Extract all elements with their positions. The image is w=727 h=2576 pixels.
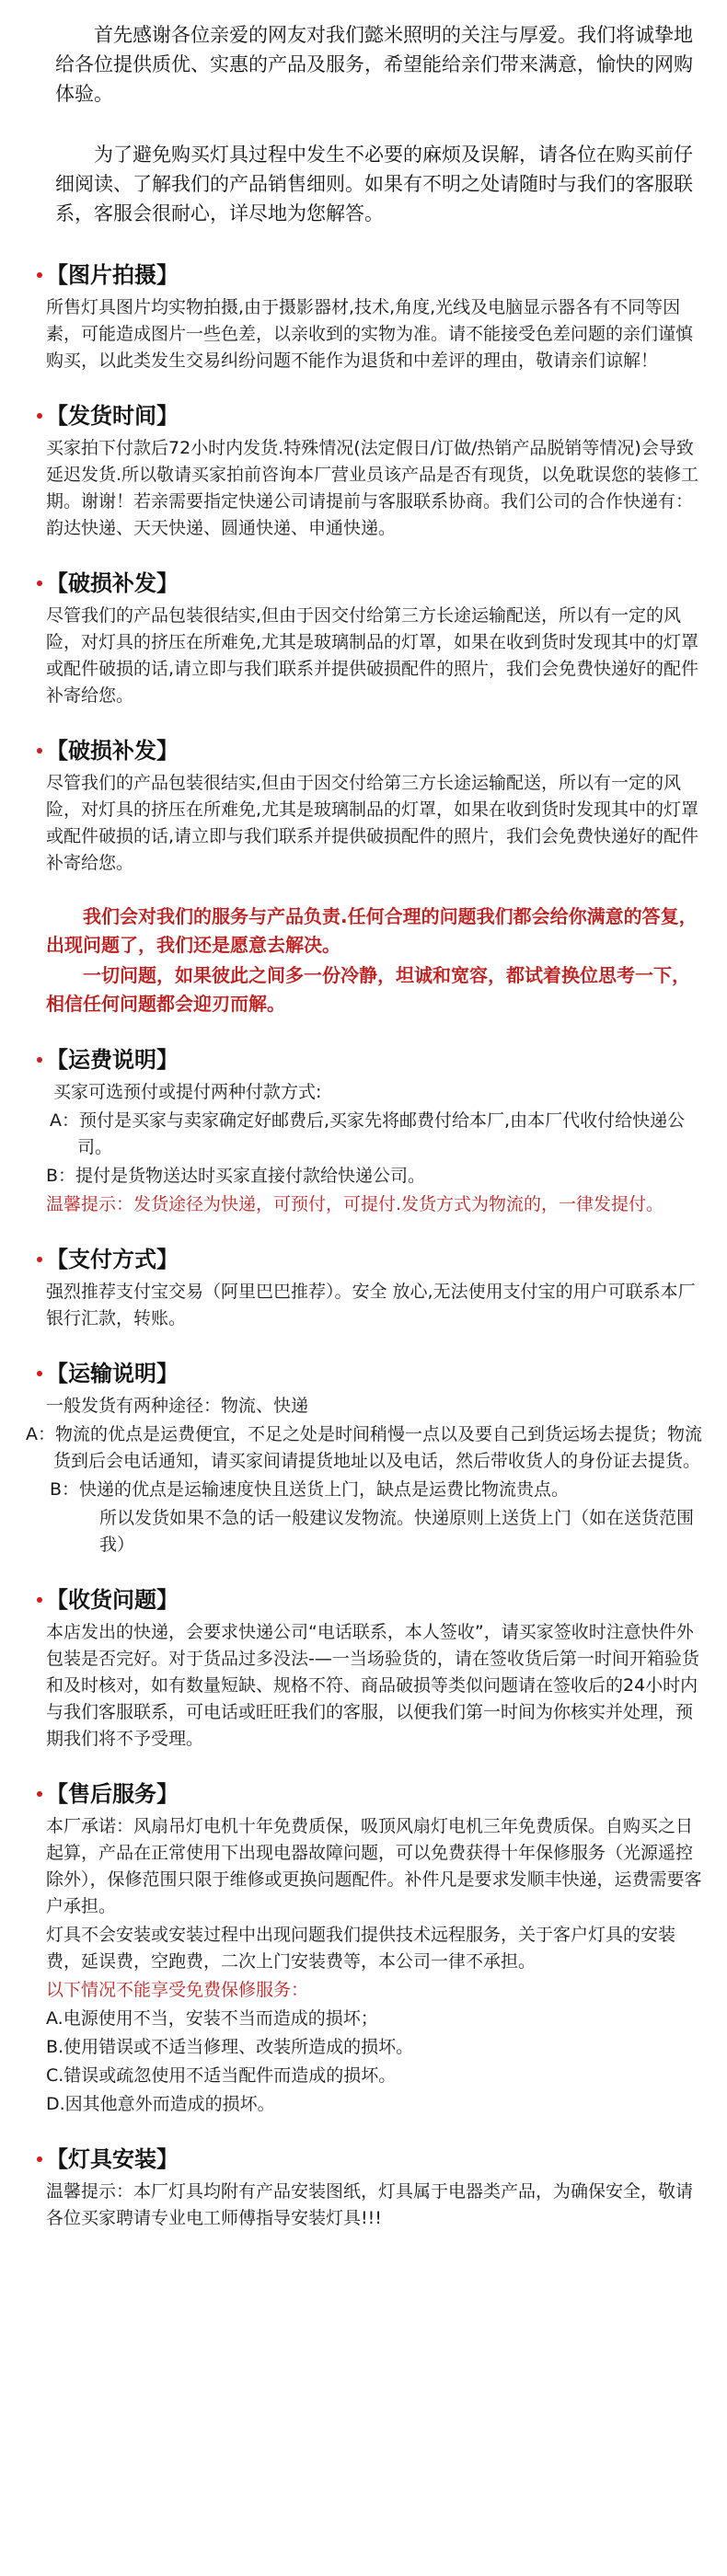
- section-title: 【破损补发】: [46, 735, 703, 766]
- section-text: 尽管我们的产品包装很结实,但由于因交付给第三方长途运输配送，所以有一定的风险，对灯具的挤压在所难免,尤其是玻璃制品的灯罩，如果在收到货时发现其中的灯罩或配件破损的话,请立即与我们联系并提供破损配件的照片，我们会免费快递好的配件补寄给您。: [46, 773, 699, 873]
- section-title: 【破损补发】: [46, 568, 703, 599]
- section-title: 【运输说明】: [46, 1358, 703, 1389]
- section-photo: [46, 259, 703, 374]
- aftersale-text-2: 灯具不会安装或安装过程中出现问题我们提供技术远程服务，关于客户灯具的安装费，延误费，空跑费，二次上门安装费等，本公司一律不承担。: [46, 1925, 676, 1972]
- aftersale-item: D.因其他意外而造成的损坏。: [46, 2094, 275, 2114]
- section-text: 买家拍下付款后72小时内发货.特殊情况(法定假日/订做/热销产品脱销等情况)会导致延迟发货.所以敬请买家拍前咨询本厂营业员该产品是否有现货，以免耽误您的装修工期。谢谢！若亲需要指定快递公司请提前与客服联系协商。我们公司的合作快递有：韵达快递、天天快递、圆通快递、申通快递。: [46, 438, 699, 538]
- aftersale-item: A.电源使用不当，安装不当而造成的损坏；: [46, 2008, 378, 2029]
- section-aftersale: [46, 1778, 703, 2118]
- section-text: 本店发出的快递，会要求快递公司“电话联系，本人签收”，请买家签收时注意快件外包装是否完好。对于货品过多没法-—一当场验货的，请在签收货后第一时间开箱验货和及时核对，如有数量短缺、规格不符、商品破损等类似问题请在签收后的24小时内与我们客服联系，可电话或旺旺我们的客服，以便我们第一时间为你核实并处理，预期我们将不予受理。: [46, 1622, 699, 1749]
- section-text: 尽管我们的产品包装很结实,但由于因交付给第三方长途运输配送，所以有一定的风险，对灯具的挤压在所难免,尤其是玻璃制品的灯罩，如果在收到货时发现其中的灯罩或配件破损的话,请立即与我们联系并提供破损配件的照片，我们会免费快递好的配件补寄给您。: [46, 605, 699, 706]
- freight-option-a: A：预付是买家与卖家确定好邮费后,买家先将邮费付给本厂,由本厂代收付给快递公司。: [50, 1110, 686, 1157]
- bullet-dot-icon: [37, 413, 42, 419]
- section-payment: [46, 1244, 703, 1332]
- aftersale-tip: 以下情况不能享受免费保修服务：: [46, 1980, 309, 2000]
- section-freight: [46, 1044, 703, 1218]
- aftersale-text-1: 本厂承诺：风扇吊灯电机十年免费质保，吸顶风扇灯电机三年免费质保。自购买之日起算，产品在正常使用下出现电器故障问题，可以免费获得十年保修服务（光源遥控除外），保修范围只限于维修或更换问题配件。补件凡是要求发顺丰快递，运费需要客户承担。: [46, 1816, 702, 1916]
- freight-intro: 买家可选预付或提付两种付款方式:: [53, 1082, 322, 1102]
- bullet-dot-icon: [37, 2156, 42, 2162]
- section-title: 【灯具安装】: [46, 2144, 703, 2175]
- section-title: 【运费说明】: [46, 1044, 703, 1075]
- bullet-dot-icon: [37, 1057, 42, 1063]
- bullet-dot-icon: [37, 748, 42, 753]
- bullet-dot-icon: [37, 581, 42, 586]
- aftersale-item: C.错误或疏忽使用不适当配件而造成的损坏。: [46, 2065, 397, 2086]
- section-title: 【支付方式】: [46, 1244, 703, 1275]
- intro-paragraph-1: 首先感谢各位亲爱的网友对我们懿米照明的关注与厚爱。我们将诚挚地给各位提供质优、实惠的产品及服务，希望能给亲们带来满意，愉快的网购体验。: [55, 24, 693, 105]
- section-promise: [46, 903, 703, 1018]
- bullet-dot-icon: [37, 1791, 42, 1797]
- section-title: 【售后服务】: [46, 1778, 703, 1810]
- transport-note: 所以发货如果不急的话一般建议发物流。快递原则上送货上门（如在送货范围我）: [99, 1508, 695, 1555]
- freight-option-b: B：提付是货物送达时买家直接付款给快递公司。: [46, 1166, 426, 1186]
- aftersale-item: B.使用错误或不适当修理、改装所造成的损坏。: [46, 2037, 414, 2057]
- section-title: 【发货时间】: [46, 400, 703, 431]
- promise-text-2: 一切问题，如果彼此之间多一份冷静，坦诚和宽容，都试着换位思考一下，相信任何问题都会迎刃而解。: [46, 964, 690, 1015]
- section-text: 温馨提示：本厂灯具均附有产品安装图纸，灯具属于电器类产品，为确保安全，敬请各位买家聘请专业电工师傅指导安装灯具!!!: [46, 2181, 694, 2228]
- bullet-dot-icon: [37, 272, 42, 278]
- section-shipping-time: [46, 400, 703, 542]
- section-title: 【图片拍摄】: [46, 259, 703, 291]
- section-damage-2: [46, 735, 703, 877]
- intro-paragraph-2: 为了避免购买灯具过程中发生不必要的麻烦及误解，请各位在购买前仔细阅读、了解我们的产品销售细则。如果有不明之处请随时与我们的客服联系，客服会很耐心，详尽地为您解答。: [55, 144, 693, 224]
- bullet-dot-icon: [37, 1597, 42, 1603]
- promise-text-1: 我们会对我们的服务与产品负责.任何合理的问题我们都会给你满意的答复，出现问题了，我们还是愿意去解决。: [46, 905, 698, 956]
- section-damage-1: [46, 568, 703, 709]
- bullet-dot-icon: [37, 1257, 42, 1262]
- section-transport: [26, 1358, 703, 1558]
- section-title: 【收货问题】: [46, 1584, 703, 1616]
- section-text: 所售灯具图片均实物拍摄,由于摄影器材,技术,角度,光线及电脑显示器各有不同等因素，可能造成图片一些色差，以亲收到的实物为准。请不能接受色差问题的亲们谨慎购买，以此类发生交易纠纷问题不能作为退货和中差评的理由，敬请亲们谅解！: [46, 297, 694, 371]
- transport-option-b: B：快递的优点是运输速度快且送货上门，缺点是运费比物流贵点。: [50, 1479, 570, 1500]
- section-install: [46, 2144, 703, 2232]
- freight-tip: 温馨提示：发货途径为快递，可预付，可提付.发货方式为物流的，一律发提付。: [46, 1194, 664, 1214]
- transport-intro: 一般发货有两种途径：物流、快递: [46, 1396, 309, 1416]
- section-text: 强烈推荐支付宝交易（阿里巴巴推荐）。安全 放心,无法使用支付宝的用户可联系本厂银行汇款，转账。: [46, 1282, 696, 1328]
- section-receiving: [46, 1584, 703, 1753]
- transport-option-a: A：物流的优点是运费便宜，不足之处是时间稍慢一点以及要自己到货运场去提货；物流货到后会电话通知，请买家间请提货地址以及电话，然后带收货人的身份证去提货。: [26, 1424, 702, 1471]
- bullet-dot-icon: [37, 1371, 42, 1376]
